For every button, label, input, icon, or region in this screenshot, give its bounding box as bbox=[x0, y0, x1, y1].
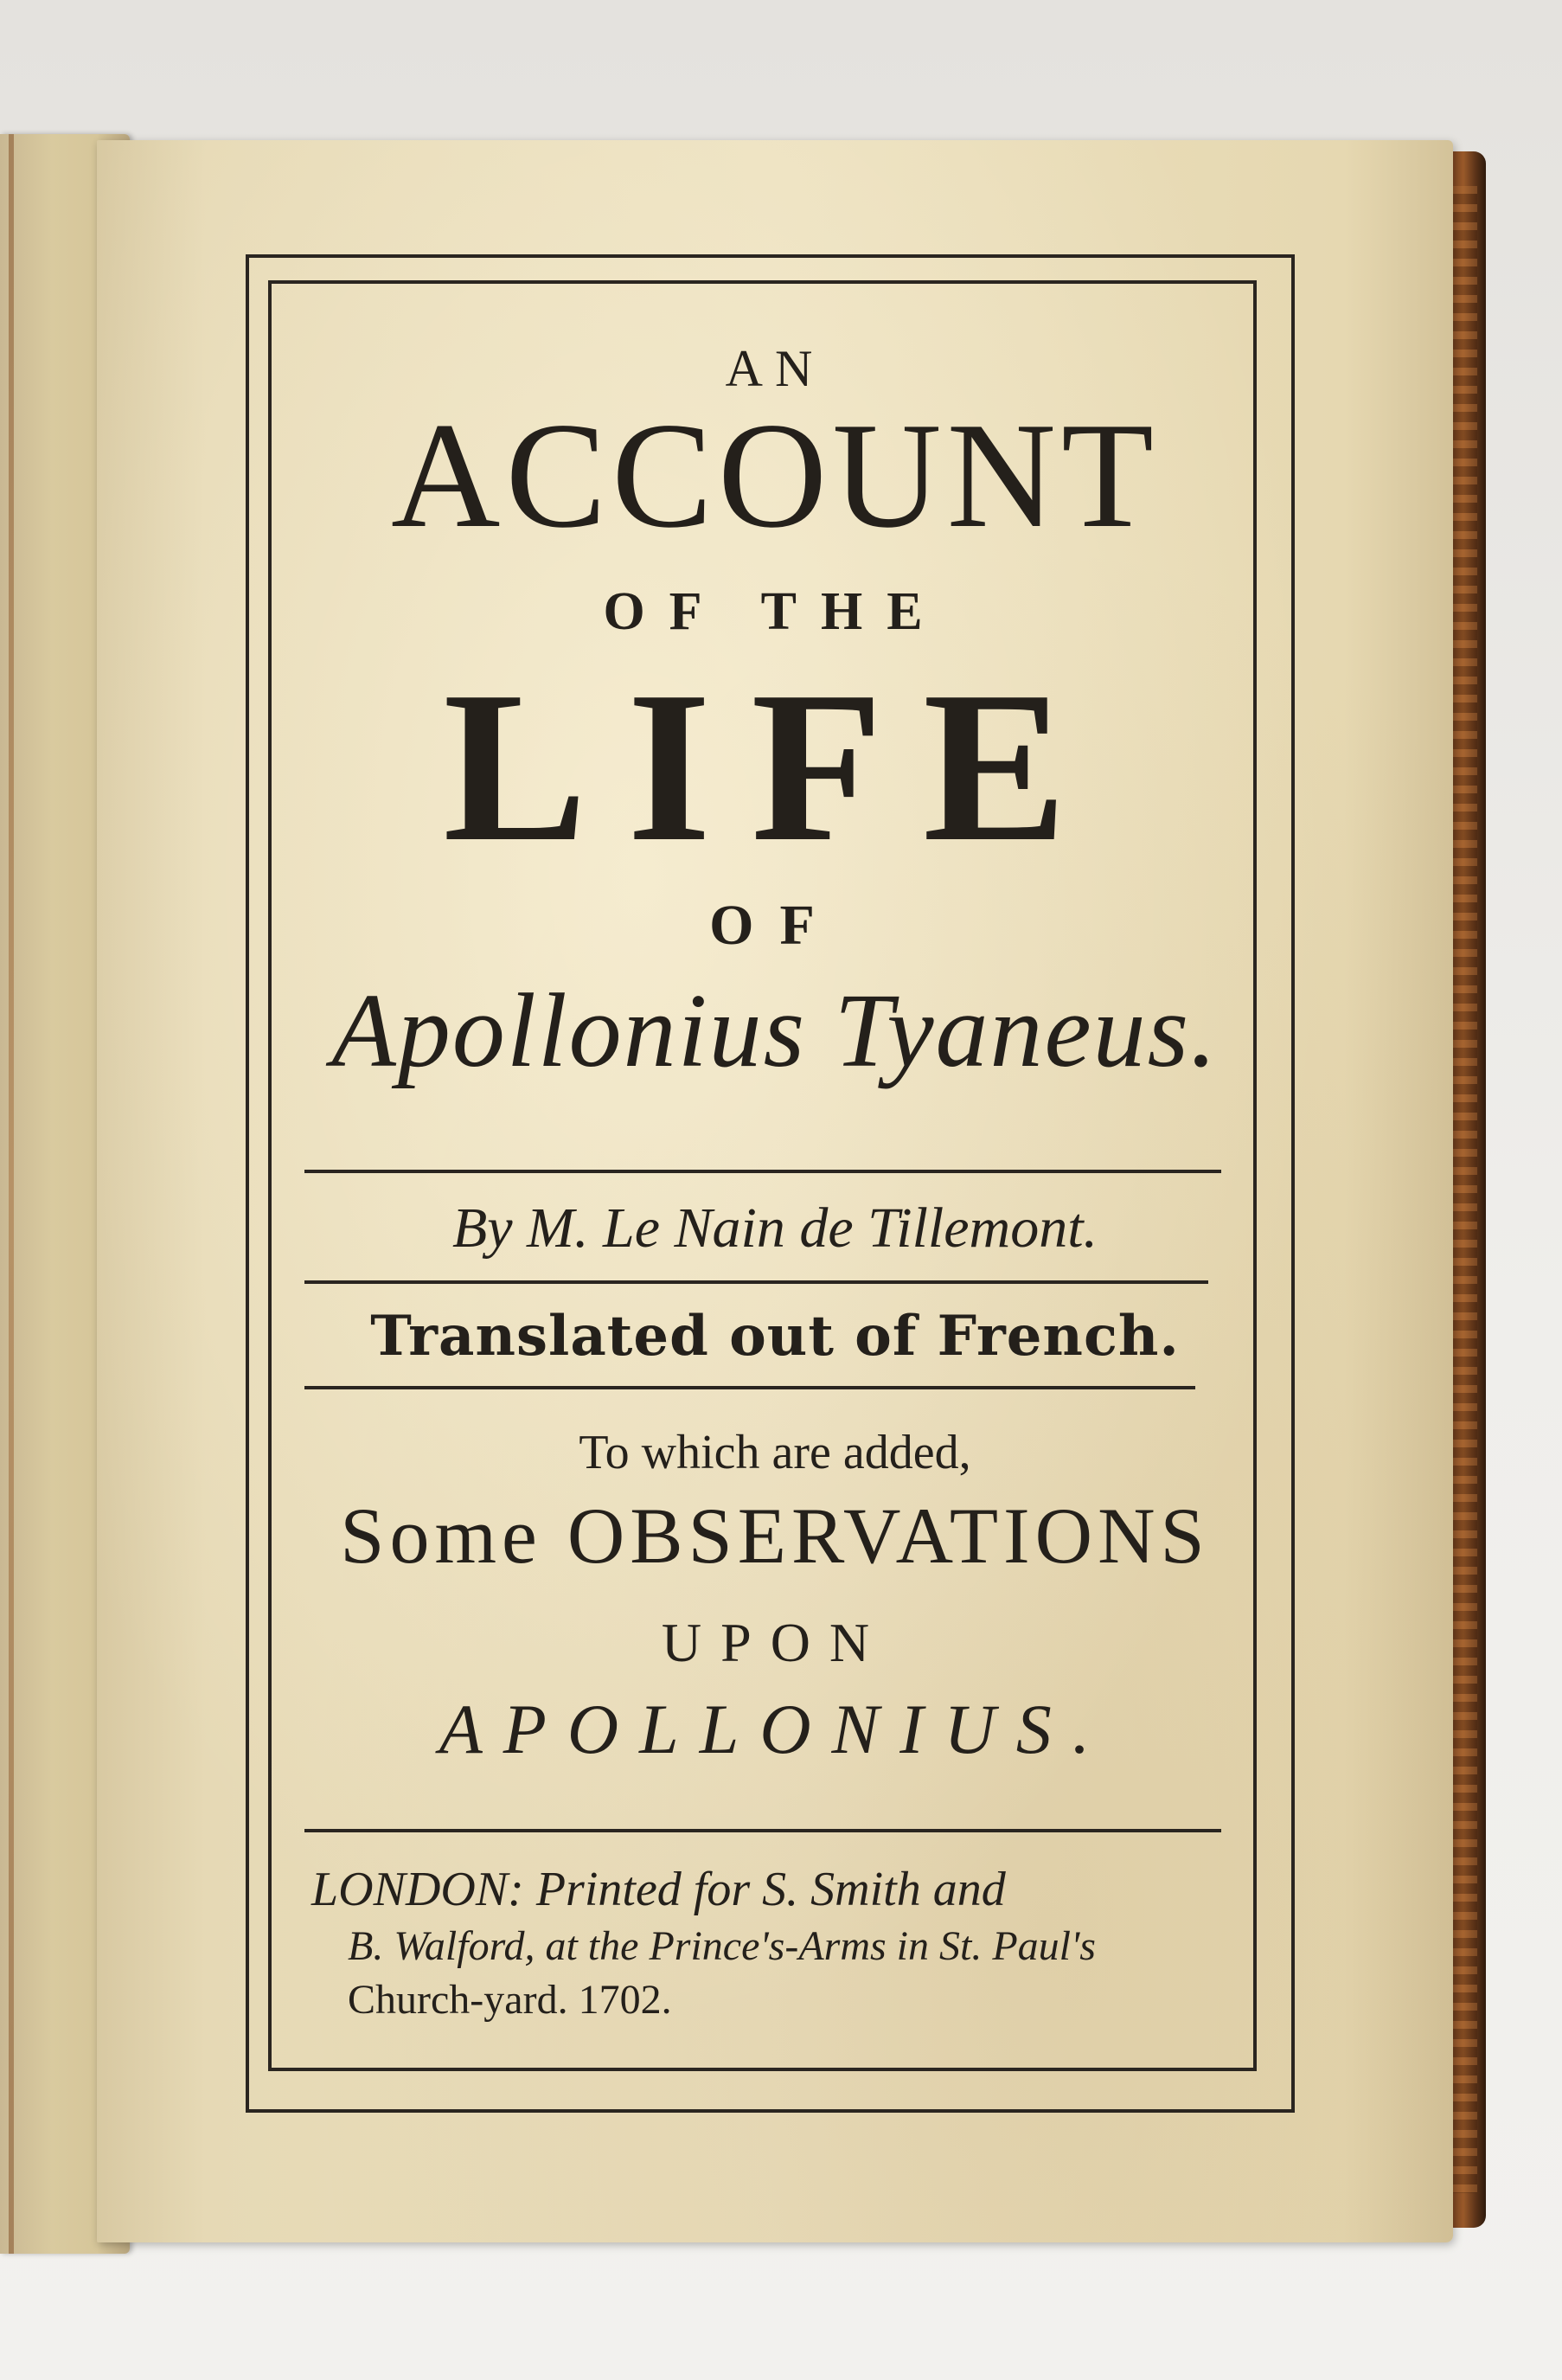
line-account: ACCOUNT bbox=[391, 391, 1159, 559]
spine-mark bbox=[9, 134, 14, 2254]
line-of: OF bbox=[709, 894, 841, 957]
line-added: To which are added, bbox=[579, 1426, 971, 1479]
imprint-line-3: Church-yard. 1702. bbox=[348, 1977, 672, 2023]
imprint-line-2: B. Walford, at the Prince's-Arms in St. Paul's bbox=[348, 1923, 1096, 1969]
rule-1 bbox=[304, 1170, 1221, 1173]
line-apollonius: APOLLONIUS. bbox=[439, 1690, 1111, 1768]
line-upon: UPON bbox=[661, 1612, 889, 1673]
line-author: By M. Le Nain de Tillemont. bbox=[451, 1196, 1098, 1260]
line-translated: Translated out of French. bbox=[370, 1304, 1180, 1369]
line-of-the: OF THE bbox=[603, 582, 947, 641]
title-page bbox=[97, 140, 1453, 2242]
imprint-line-1: LONDON: Printed for S. Smith and bbox=[311, 1863, 1006, 1916]
line-life: LIFE bbox=[443, 647, 1107, 887]
rule-4 bbox=[304, 1829, 1221, 1832]
rule-3 bbox=[304, 1386, 1195, 1389]
line-subject: Apollonius Tyaneus. bbox=[331, 972, 1219, 1089]
line-observations: Some OBSERVATIONS bbox=[340, 1492, 1210, 1580]
rule-2 bbox=[304, 1280, 1208, 1284]
line-an: AN bbox=[725, 340, 825, 397]
